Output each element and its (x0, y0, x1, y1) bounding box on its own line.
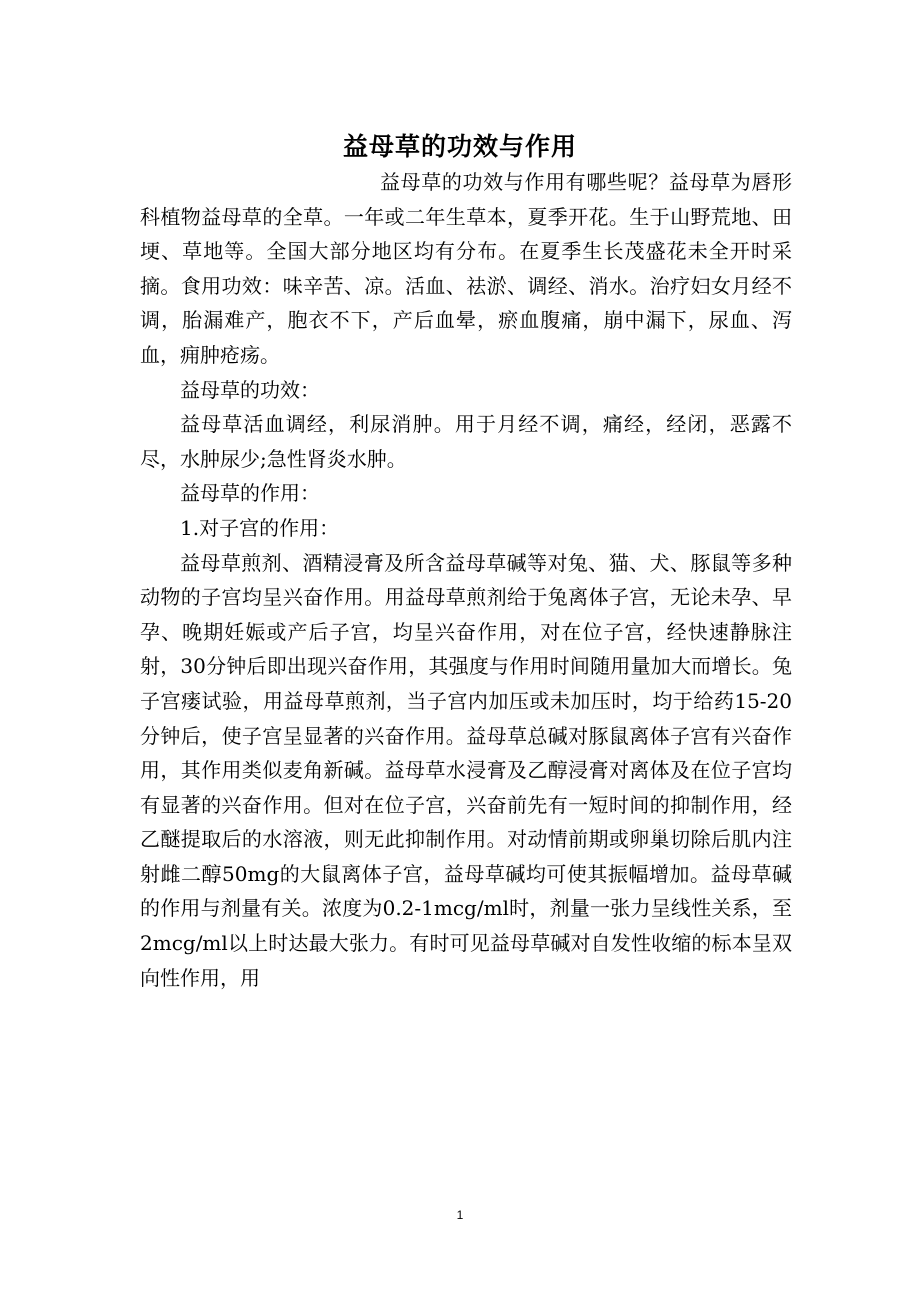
document-body (140, 165, 792, 995)
uterus-paragraph: 益母草煎剂、酒精浸膏及所含益母草碱等对兔、猫、犬、豚鼠等多种动物的子宫均呈兴奋作用。用益母草煎剂给于兔离体子宫，无论未孕、早孕、晚期妊娠或产后子宫，均呈兴奋作用，对在位子宫，经快速静脉注射，30分钟后即出现兴奋作用，其强度与作用时间随用量加大而增长。兔子宫瘘试验，用益母草煎剂，当子宫内加压或未加压时，均于给药15-20分钟后，使子宫呈显著的兴奋作用。益母草总碱对豚鼠离体子宫有兴奋作用，其作用类似麦角新碱。益母草水浸膏及乙醇浸膏对离体及在位子宫均有显著的兴奋作用。但对在位子宫，兴奋前先有一短时间的抑制作用，经乙醚提取后的水溶液，则无此抑制作用。对动情前期或卵巢切除后肌内注射雌二醇50mg的大鼠离体子宫，益母草碱均可使其振幅增加。益母草碱的作用与剂量有关。浓度为0.2-1mcg/ml时，剂量一张力呈线性关系，至2mcg/ml以上时达最大张力。有时可见益母草碱对自发性收缩的标本呈双向性作用，用 (140, 550, 792, 990)
page-number: 1 (456, 1208, 464, 1222)
document-title: 益母草的功效与作用 (342, 131, 577, 161)
uterus-subheading: 1.对子宫的作用： (180, 515, 340, 540)
action-heading: 益母草的作用： (180, 481, 320, 506)
intro-paragraph: 益母草的功效与作用有哪些呢？益母草为唇形科植物益母草的全草。一年或二年生草本，夏季开花。生于山野荒地、田埂、草地等。全国大部分地区均有分布。在夏季生长茂盛花未全开时采摘。食用功效：味辛苦、凉。活血、祛淤、调经、消水。治疗妇女月经不调，胎漏难产，胞衣不下，产后血晕，瘀血腹痛，崩中漏下，尿血、泻血，痈肿疮疡。 (140, 170, 792, 367)
efficacy-paragraph: 益母草活血调经，利尿消肿。用于月经不调，痛经，经闭，恶露不尽，水肿尿少;急性肾炎水肿。 (140, 412, 792, 471)
efficacy-heading: 益母草的功效： (180, 377, 320, 402)
